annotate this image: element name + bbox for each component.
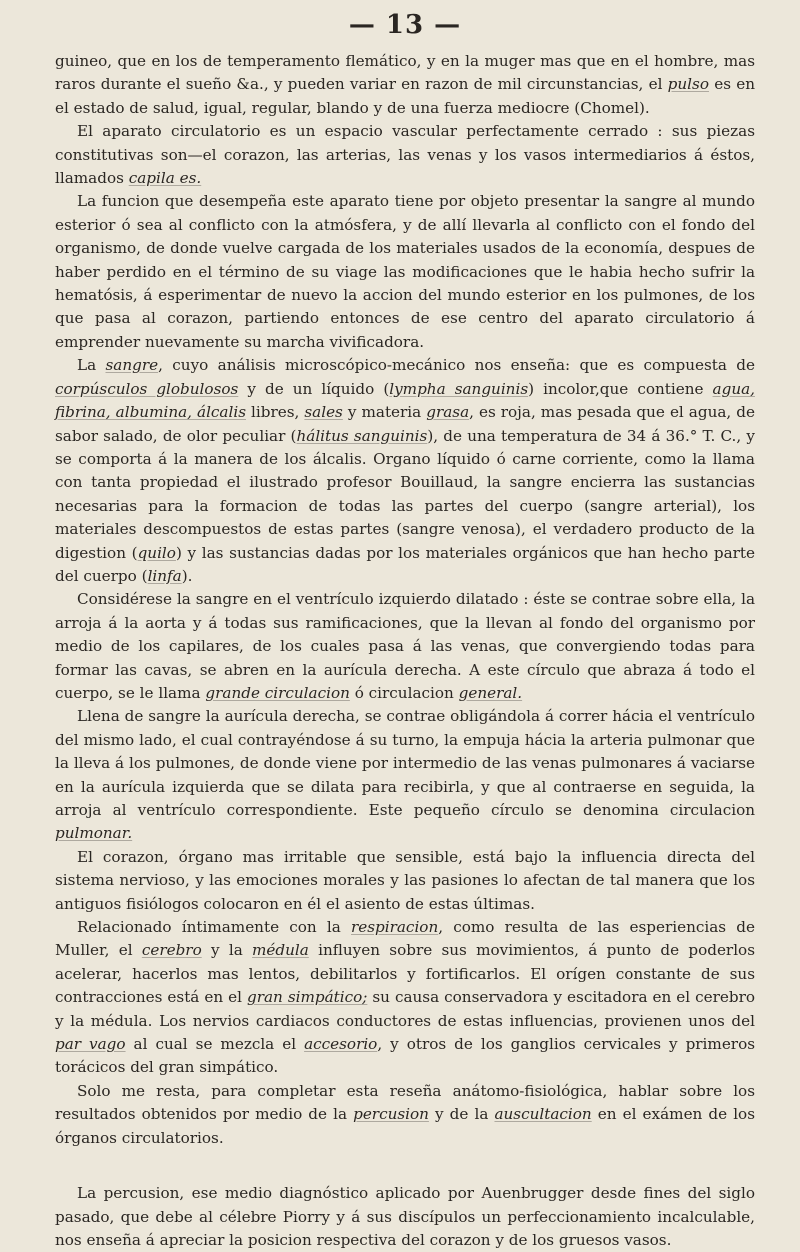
italic-term: pulso	[667, 75, 709, 94]
italic-term: corpúsculos globulosos	[55, 379, 239, 398]
body-text	[55, 50, 755, 1252]
paragraph	[55, 1182, 755, 1252]
text-run: es en el estado de salud, igual, regular, blando y de una fuerza mediocre (Chomel).	[55, 75, 755, 117]
italic-term: linfa	[147, 566, 182, 585]
page-number: — 13 —	[348, 10, 462, 40]
paragraph	[55, 190, 755, 354]
text-run: ) incolor,que contiene	[528, 379, 713, 398]
text-run: su causa conservadora y escitadora en el cerebro y la médula. Los nervios cardiacos conductores de estas influencias, provienen unos del	[55, 988, 756, 1030]
text-run: , cuyo análisis microscópico-mecánico nos enseña: que es compuesta de	[158, 356, 756, 375]
text-run: El aparato circulatorio es un espacio vascular perfectamente cerrado : sus piezas constitutivas son—el corazon, las arterias, las venas y los vasos intermediarios á éstos, llamados	[55, 122, 755, 188]
text-run: al cual se mezcla el	[125, 1035, 305, 1054]
italic-term: cerebro	[141, 941, 202, 960]
text-run: , es roja, mas pesada que el agua, de sabor salado, de olor peculiar (	[55, 403, 755, 445]
text-run: y de la	[428, 1105, 495, 1124]
italic-term: auscultacion	[494, 1105, 592, 1124]
italic-term: sangre	[105, 356, 159, 375]
section-gap	[55, 1150, 755, 1182]
text-run: en el exámen de los órganos circulatorios.	[55, 1105, 755, 1147]
paragraph	[55, 705, 755, 845]
italic-term: pulmonar.	[55, 824, 133, 843]
text-run: ).	[181, 566, 193, 585]
paragraph	[55, 846, 755, 916]
italic-term: agua, fibrina, albumina, álcalis	[55, 379, 755, 422]
text-run: ), de una temperatura de 34 á 36.° T. C., y se comporta á la manera de los álcalis. Organo líquido ó carne corriente, como la llama con tanta propiedad el ilustrado profesor Bouillaud, la sangre encierra las sustancias necesarias para la formacion de todas las partes del cuerpo (sangre arterial), los materiales descompuestos de estas partes (sangre venosa), el verdadero producto de la digestion (	[55, 426, 755, 562]
text-run: La	[77, 356, 106, 375]
italic-term: lympha sanguinis	[389, 379, 529, 398]
text-run: , y otros de los ganglios cervicales y primeros torácicos del gran simpático.	[55, 1035, 756, 1077]
text-run: y materia	[342, 403, 427, 422]
paragraph	[55, 120, 755, 190]
italic-term: grande circulacion	[205, 683, 350, 702]
italic-term: respiracion	[351, 918, 439, 937]
text-run: Considérese la sangre en el ventrículo izquierdo dilatado : éste se contrae sobre ella, la arroja á la aorta y á todas sus ramificaciones, que la llevan al fondo del organismo por medio de los capilares, de los cuales pasa á las venas, que convergiendo todas para formar las cavas, se abren en la aurícula derecha. A este círculo que abraza á todo el cuerpo, se le llama	[55, 590, 755, 702]
text-run: libres,	[246, 403, 305, 422]
text-run: La funcion que desempeña este aparato tiene por objeto presentar la sangre al mundo esterior ó sea al conflicto con la atmósfera, y de allí llevarla al conflicto con el fondo del organismo, de donde vuelve cargada de los materiales usados de la economía, despues de haber perdido en el término de su viage las modificaciones que le habia hecho sufrir la hematósis, á esperimentar de nuevo la accion del mundo esterior en los pulmones, de los que pasa al corazon, partiendo entonces de ese centro del aparato circulatorio á emprender nuevamente su marcha vivificadora.	[55, 192, 755, 351]
text-run: Relacionado íntimamente con la	[77, 918, 351, 937]
italic-term: capila es.	[128, 169, 202, 188]
italic-term: hálitus sanguinis	[296, 426, 428, 445]
text-run: y la	[201, 941, 253, 960]
text-run: Solo me resta, para completar esta reseña anátomo-fisiológica, hablar sobre los resultados obtenidos por medio de la	[55, 1081, 755, 1124]
italic-term: general.	[458, 683, 523, 702]
paragraph	[55, 1080, 755, 1150]
italic-term: quilo	[137, 543, 176, 562]
text-run: Llena de sangre la aurícula derecha, se contrae obligándola á correr hácia el ventrículo del mismo lado, el cual contrayéndose á su turno, la empuja hácia la arteria pulmonar que la lleva á los pulmones, de donde viene por intermedio de las venas pulmonares á vaciarse en la aurícula izquierda que se dilata para recibirla, y que al contraerse en seguida, la arroja al ventrículo correspondiente. Este pequeño círculo se denomina circulacion	[55, 707, 755, 819]
paragraph	[55, 50, 755, 120]
italic-term: sales	[304, 403, 343, 422]
text-run: La percusion, ese medio diagnóstico aplicado por Auenbrugger desde fines del siglo pasado, que debe al célebre Piorry y á sus discípulos un perfeccionamiento incalculable, nos enseña á apreciar la posicion respectiva del corazon y de los gruesos vasos.	[55, 1184, 755, 1249]
italic-term: accesorio	[304, 1035, 378, 1054]
text-run: influyen sobre sus movimientos, á punto de poderlos acelerar, hacerlos mas lentos, debilitarlos y fortificarlos. El orígen constante de sus contracciones está en el	[55, 941, 755, 1007]
italic-term: par vago	[55, 1035, 126, 1054]
italic-term: percusion	[353, 1105, 429, 1124]
italic-term: gran simpático;	[247, 988, 368, 1007]
text-run: ) y las sustancias dadas por los materiales orgánicos que han hecho parte del cuerpo (	[55, 543, 755, 585]
text-run: ó circulacion	[349, 683, 459, 702]
text-run: guineo, que en los de temperamento flemático, y en la muger mas que en el hombre, mas raros durante el sueño &a., y pueden variar en razon de mil circunstancias, el	[55, 52, 755, 94]
text-run: El corazon, órgano mas irritable que sensible, está bajo la influencia directa del sistema nervioso, y las emociones morales y las pasiones lo afectan de tal manera que los antiguos fisiólogos colocaron en él el asiento de estas últimas.	[55, 847, 755, 913]
italic-term: médula	[252, 941, 309, 960]
text-run: y de un líquido (	[238, 379, 390, 398]
paragraph	[55, 588, 755, 705]
italic-term: grasa	[426, 403, 470, 422]
paragraph	[55, 354, 755, 588]
text-run: , como resulta de las esperiencias de Muller, el	[55, 918, 755, 960]
paragraph	[55, 916, 755, 1080]
